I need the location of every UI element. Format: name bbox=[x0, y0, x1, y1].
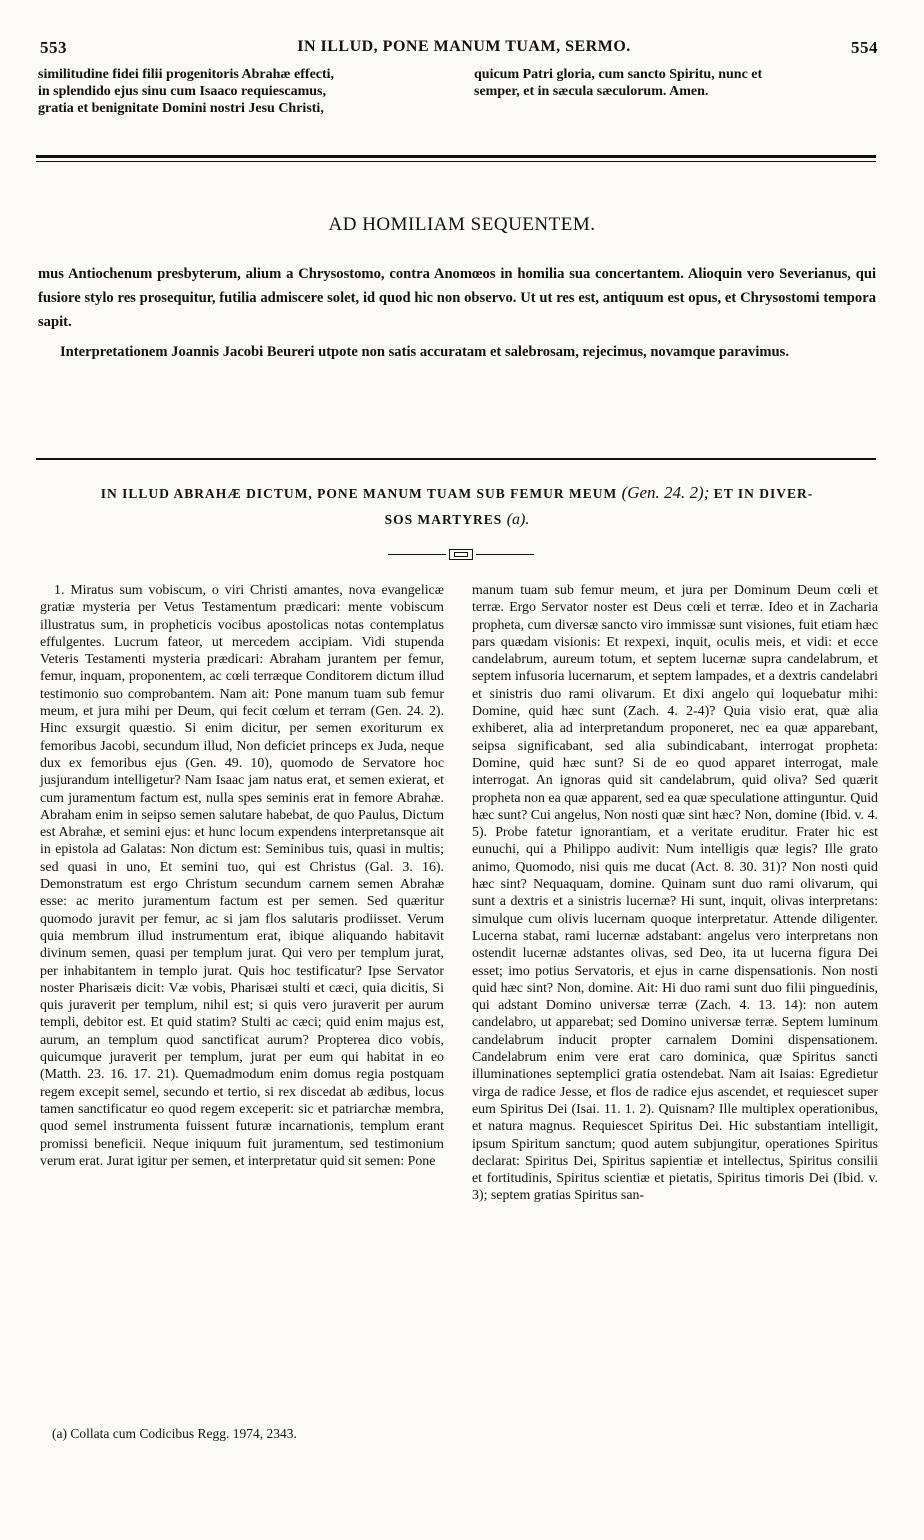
sermon-title bbox=[38, 480, 876, 533]
ornament-divider bbox=[388, 548, 536, 562]
left-column bbox=[40, 582, 444, 1170]
page-number-left: 553 bbox=[40, 38, 67, 57]
section-rule bbox=[36, 155, 876, 158]
monitum-paragraph: mus Antiochenum presbyterum, alium a Chrysostomo, contra Anomœos in homilia sua concertantem. Alioquin vero Severianus, qui fusiore stylo res prosequitur, futilia admiscere solet, id quod hic non observo. Ut ut res est, antiquum est opus, et Chrysostomi tempora sapit. bbox=[38, 266, 876, 330]
top-right-line: semper, et in sæcula sæculorum. Amen. bbox=[474, 84, 709, 99]
right-column bbox=[472, 582, 878, 1205]
right-column-text: manum tuam sub femur meum, et jura per Dominum Deum cœli et terræ. Ergo Servator noster est Deus cœli et terræ. Ideo et in Zacharia propheta, cum diversæ sancto viro immissæ sunt visiones, fuit etiam hæc pars quædam visionis: Et rexpexi, inquit, oculis meis, et vidi: et ecce candelabrum, aureum totum, et septem lucernæ supra candelabrum, et septem infusoria lucernarum, et septem lampades, et a dextris candelabri et sinistris duo rami olivarum. Et dixi angelo qui loquebatur mihi: Domine, quid hæc sunt (Zach. 4. 2-4)? Quia visio erat, quæ alia exhiberet, alia ad interpretandum proponeret, nec ea quæ apparebant, seipsa significabant, sed alia subindicabant, interrogat propheta: Domine, quid hæc sunt? Si de eo quod apparet interrogat, male interrogat. An ignoras quid sit candelabrum, quid oliva? Sed quærit propheta non ea quæ apparent, sed ea quæ speculatione attinguntur. Quid hæc sunt? Cui angelus, Non nosti quæ sint hæc? Non, domine (Ibid. v. 4. 5). Probe fatetur ignorantiam, et a veritate eruditur. Frater hic est eunuchi, qui a Philippo audivit: Num intelligis quæ legis? Ille grato animo, Quomodo, nisi quis me ducat (Act. 8. 30. 31)? Non nosti quid hæc sint? Nequaquam, domine. Quinam sunt duo rami olivarum, qui sunt a dextris et a sinistris lucernæ? Hi sunt, inquit, olivas interpretans: simulque cum olivis lucernam quoque interpretatur. Attende diligenter. Lucerna stabat, rami lucernæ adstabant: angelus vero interpretans non ostendit lucernæ adstantes olivas, sed Deo, ita ut lucerna figura Dei esset; imo potius Servatoris, et ejus in carne dispensationis. Non nosti quid hæc sint? Non, domine. Ait: Hi duo rami sunt duo filii pinguedinis, qui adstant Domino universæ terræ (Zach. 4. 13. 14): non autem candelabro, ut apparebat; sed Domino universæ terræ. Septem luminum candelabrum inducit propter carnalem Domini dispensationem. Candelabrum enim vere erat caro dominica, quæ Spiritus sancti illuminationes septemplici gratia ostendebat. Nam ait Isaias: Egredietur virga de radice Jesse, et flos de radice ejus ascendet, et requiescet super eum Spiritus Dei (Isai. 11. 1. 2). Quisnam? Ille multiplex operationibus, et natura magnus. Requiescet Spiritus Dei. Hic substantiam intelligit, ipsum Spiritum sanctum; quod autem subjungitur, operationes Spiritus declarat: Spiritus Dei, Spiritus sapientiæ et intellectus, Spiritus consilii et fortitudinis, Spiritus scientiæ et pietatis, Spiritus timoris Dei (Ibid. v. 3); septem gratias Spiritus san- bbox=[472, 583, 878, 1204]
top-right-line: quicum Patri gloria, cum sancto Spiritu, nunc et bbox=[474, 67, 763, 82]
top-left-line: gratia et benignitate Domini nostri Jesu Christi, bbox=[38, 101, 324, 116]
top-left-line: similitudine fidei filii progenitoris Abrahæ effecti, bbox=[38, 67, 335, 82]
top-right-text bbox=[474, 66, 884, 100]
title-rule bbox=[36, 458, 876, 460]
top-left-text bbox=[38, 66, 448, 117]
sermon-title-text: IN ILLUD ABRAHÆ DICTUM, PONE MANUM TUAM SUB FEMUR MEUM bbox=[100, 486, 618, 501]
sermon-title-ref: (Gen. 24. 2); bbox=[621, 483, 710, 502]
monitum-paragraph: Interpretationem Joannis Jacobi Beureri utpote non satis accuratam et salebrosam, rejecimus, novamque paravimus. bbox=[60, 344, 789, 360]
running-title: IN ILLUD, PONE MANUM TUAM, SERMO. bbox=[297, 38, 631, 55]
sermon-title-text-cont: ET IN DIVER- bbox=[713, 486, 814, 501]
page-number-right: 554 bbox=[851, 38, 878, 57]
monitum-heading: AD HOMILIAM SEQUENTEM. bbox=[328, 214, 596, 235]
monitum-text bbox=[38, 262, 876, 370]
top-left-line: in splendido ejus sinu cum Isaaco requiescamus, bbox=[38, 84, 326, 99]
left-column-text: 1. Miratus sum vobiscum, o viri Christi amantes, nova evangelicæ gratiæ mysteria per Vetus Testamentum prædicari: mente vobiscum illustratus sum, in propheticis vocibus apostolicas notas contemplatus effulgentes. Lucrum fateor, ut mercedem accipiam. Vidi stupenda Veteris Testamenti mysteria prædicari: Abraham jurantem per femur, femur, inquam, proponentem, ac cœli terræque Conditorem dictum illud testimonio suo comprobantem. Nam ait: Pone manum tuam sub femur meum, et jura mihi per Deum, qui fecit cœlum et terram (Gen. 24. 2). Hinc exsurgit quæstio. Si enim dicitur, per semen exoriturum ex femoribus Jacobi, secundum illud, Non deficiet princeps ex Juda, neque dux ex femoribus ejus (Gen. 49. 10), quomodo de Servatore hoc jusjurandum intelligetur? Nam Isaac jam natus erat, et semen exierat, et cum juramentum factum est, nulla spes seminis erat in femore Abrahæ. Abraham enim in seipso semen salutare habebat, de quo Paulus, Dictum est Abrahæ, et semini ejus: et hunc locum expendens interpretansque ait in epistola ad Galatas: Non dictum est: Seminibus tuis, quasi in multis; sed quasi in uno, Et semini tuo, qui est Christus (Gal. 3. 16). Demonstratum est ergo Christum secundum carnem semen Abrahæ esse: ac merito juramentum factum est per semen. Sed quæritur quomodo juravit per femur, ac si jam flos salutaris prodiisset. Verum quia membrum illud instrumentum erat, ibique aliquando habitavit divinum semen, quasi per templum jurat. Qui vero per templum jurat, per inhabitantem in templo jurat. Quis hoc testificatur? Ipse Servator noster Pharisæis dicit: Væ vobis, Pharisæi stulti et cæci, quia dicitis, Si quis juraverit per templum, nihil est; si quis vero juraverit per aurum templi, debitor est. Et quid statim? Stulti ac cæci; quid enim majus est, aurum, an templum quod sanctificat aurum? Propterea dico vobis, quicumque juraverit per templum, jurat per eum qui habitat in eo (Matth. 23. 16. 17. 21). Quemadmodum enim domus regia postquam regem excepit semel, secundo et tertio, si rex discedat ab ædibus, locus tamen sanctificatur eo quod regem exceperit: sic et patriarchæ membra, quod semel instrumenta fuissent futuræ incarnationis, templum erant promissi beneficii. Neque iniquum fuit juramentum, sed testimonium verum erat. Jurat igitur per semen, et interpretatur quid sit semen: Pone bbox=[40, 583, 444, 1169]
footnote: (a) Collata cum Codicibus Regg. 1974, 2343. bbox=[52, 1426, 297, 1441]
section-rule-thin bbox=[36, 161, 876, 162]
sermon-title-text-end: SOS MARTYRES bbox=[384, 512, 503, 527]
footnote-mark: (a). bbox=[506, 511, 530, 528]
